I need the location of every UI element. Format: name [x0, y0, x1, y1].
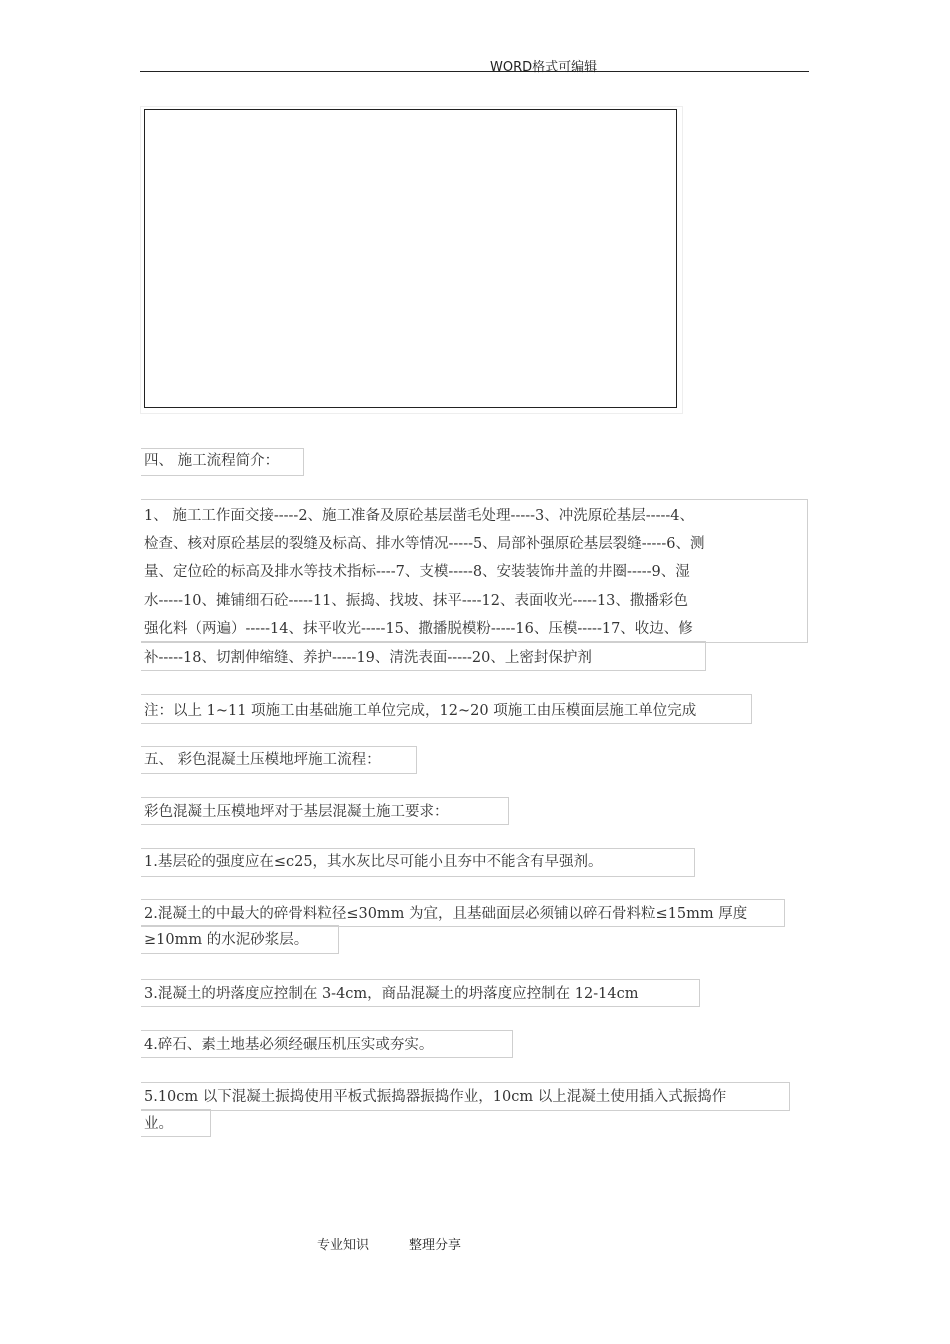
requirement-item: 1.基层砼的强度应在≤c25，其水灰比尽可能小且夯中不能含有早强剂。 [144, 854, 603, 870]
section4-note: 注：以上 1~11 项施工由基础施工单位完成，12~20 项施工由压模面层施工单位完成 [144, 703, 697, 719]
image-placeholder-frame [144, 109, 677, 408]
flow-line: 水-----10、摊铺细石砼-----11、振捣、找坡、抹平----12、表面收光-----13、撒播彩色 [144, 593, 688, 609]
flow-line: 检查、核对原砼基层的裂缝及标高、排水等情况-----5、局部补强原砼基层裂缝-----6、测 [144, 536, 705, 552]
section4-heading: 四、 施工流程简介： [144, 453, 280, 469]
flow-line: 量、定位砼的标高及排水等技术指标----7、支模-----8、安装装饰井盖的井圈-----9、湿 [144, 564, 690, 580]
requirement-item: 2.混凝土的中最大的碎骨料粒径≤30mm 为宜，且基础面层必须铺以碎石骨料粒≤15mm 厚度 [144, 906, 748, 922]
requirement-item: 业。 [144, 1116, 173, 1132]
footer-left: 专业知识 [317, 1238, 370, 1253]
header-title: WORD格式可编辑 [490, 60, 598, 75]
flow-line: 强化料（两遍）-----14、抹平收光-----15、撒播脱模粉-----16、压模-----17、收边、修 [144, 621, 693, 637]
flow-line: 补-----18、切割伸缩缝、养护-----19、清洗表面-----20、上密封保护剂 [144, 650, 592, 666]
requirement-item: ≥10mm 的水泥砂浆层。 [144, 932, 309, 948]
section5-subheading: 彩色混凝土压模地坪对于基层混凝土施工要求： [144, 804, 449, 820]
section5-heading: 五、 彩色混凝土压模地坪施工流程： [144, 752, 381, 768]
requirement-item: 3.混凝土的坍落度应控制在 3-4cm，商品混凝土的坍落度应控制在 12-14cm [144, 986, 639, 1002]
flow-line: 1、 施工工作面交接-----2、施工准备及原砼基层凿毛处理-----3、冲洗原砼基层-----4、 [144, 508, 694, 524]
footer-right: 整理分享 [409, 1238, 462, 1253]
requirement-item: 5.10cm 以下混凝土振捣使用平板式振捣器振捣作业，10cm 以上混凝土使用插入式振捣作 [144, 1089, 727, 1105]
requirement-item: 4.碎石、素土地基必须经碾压机压实或夯实。 [144, 1037, 434, 1053]
header-rule [140, 71, 809, 72]
